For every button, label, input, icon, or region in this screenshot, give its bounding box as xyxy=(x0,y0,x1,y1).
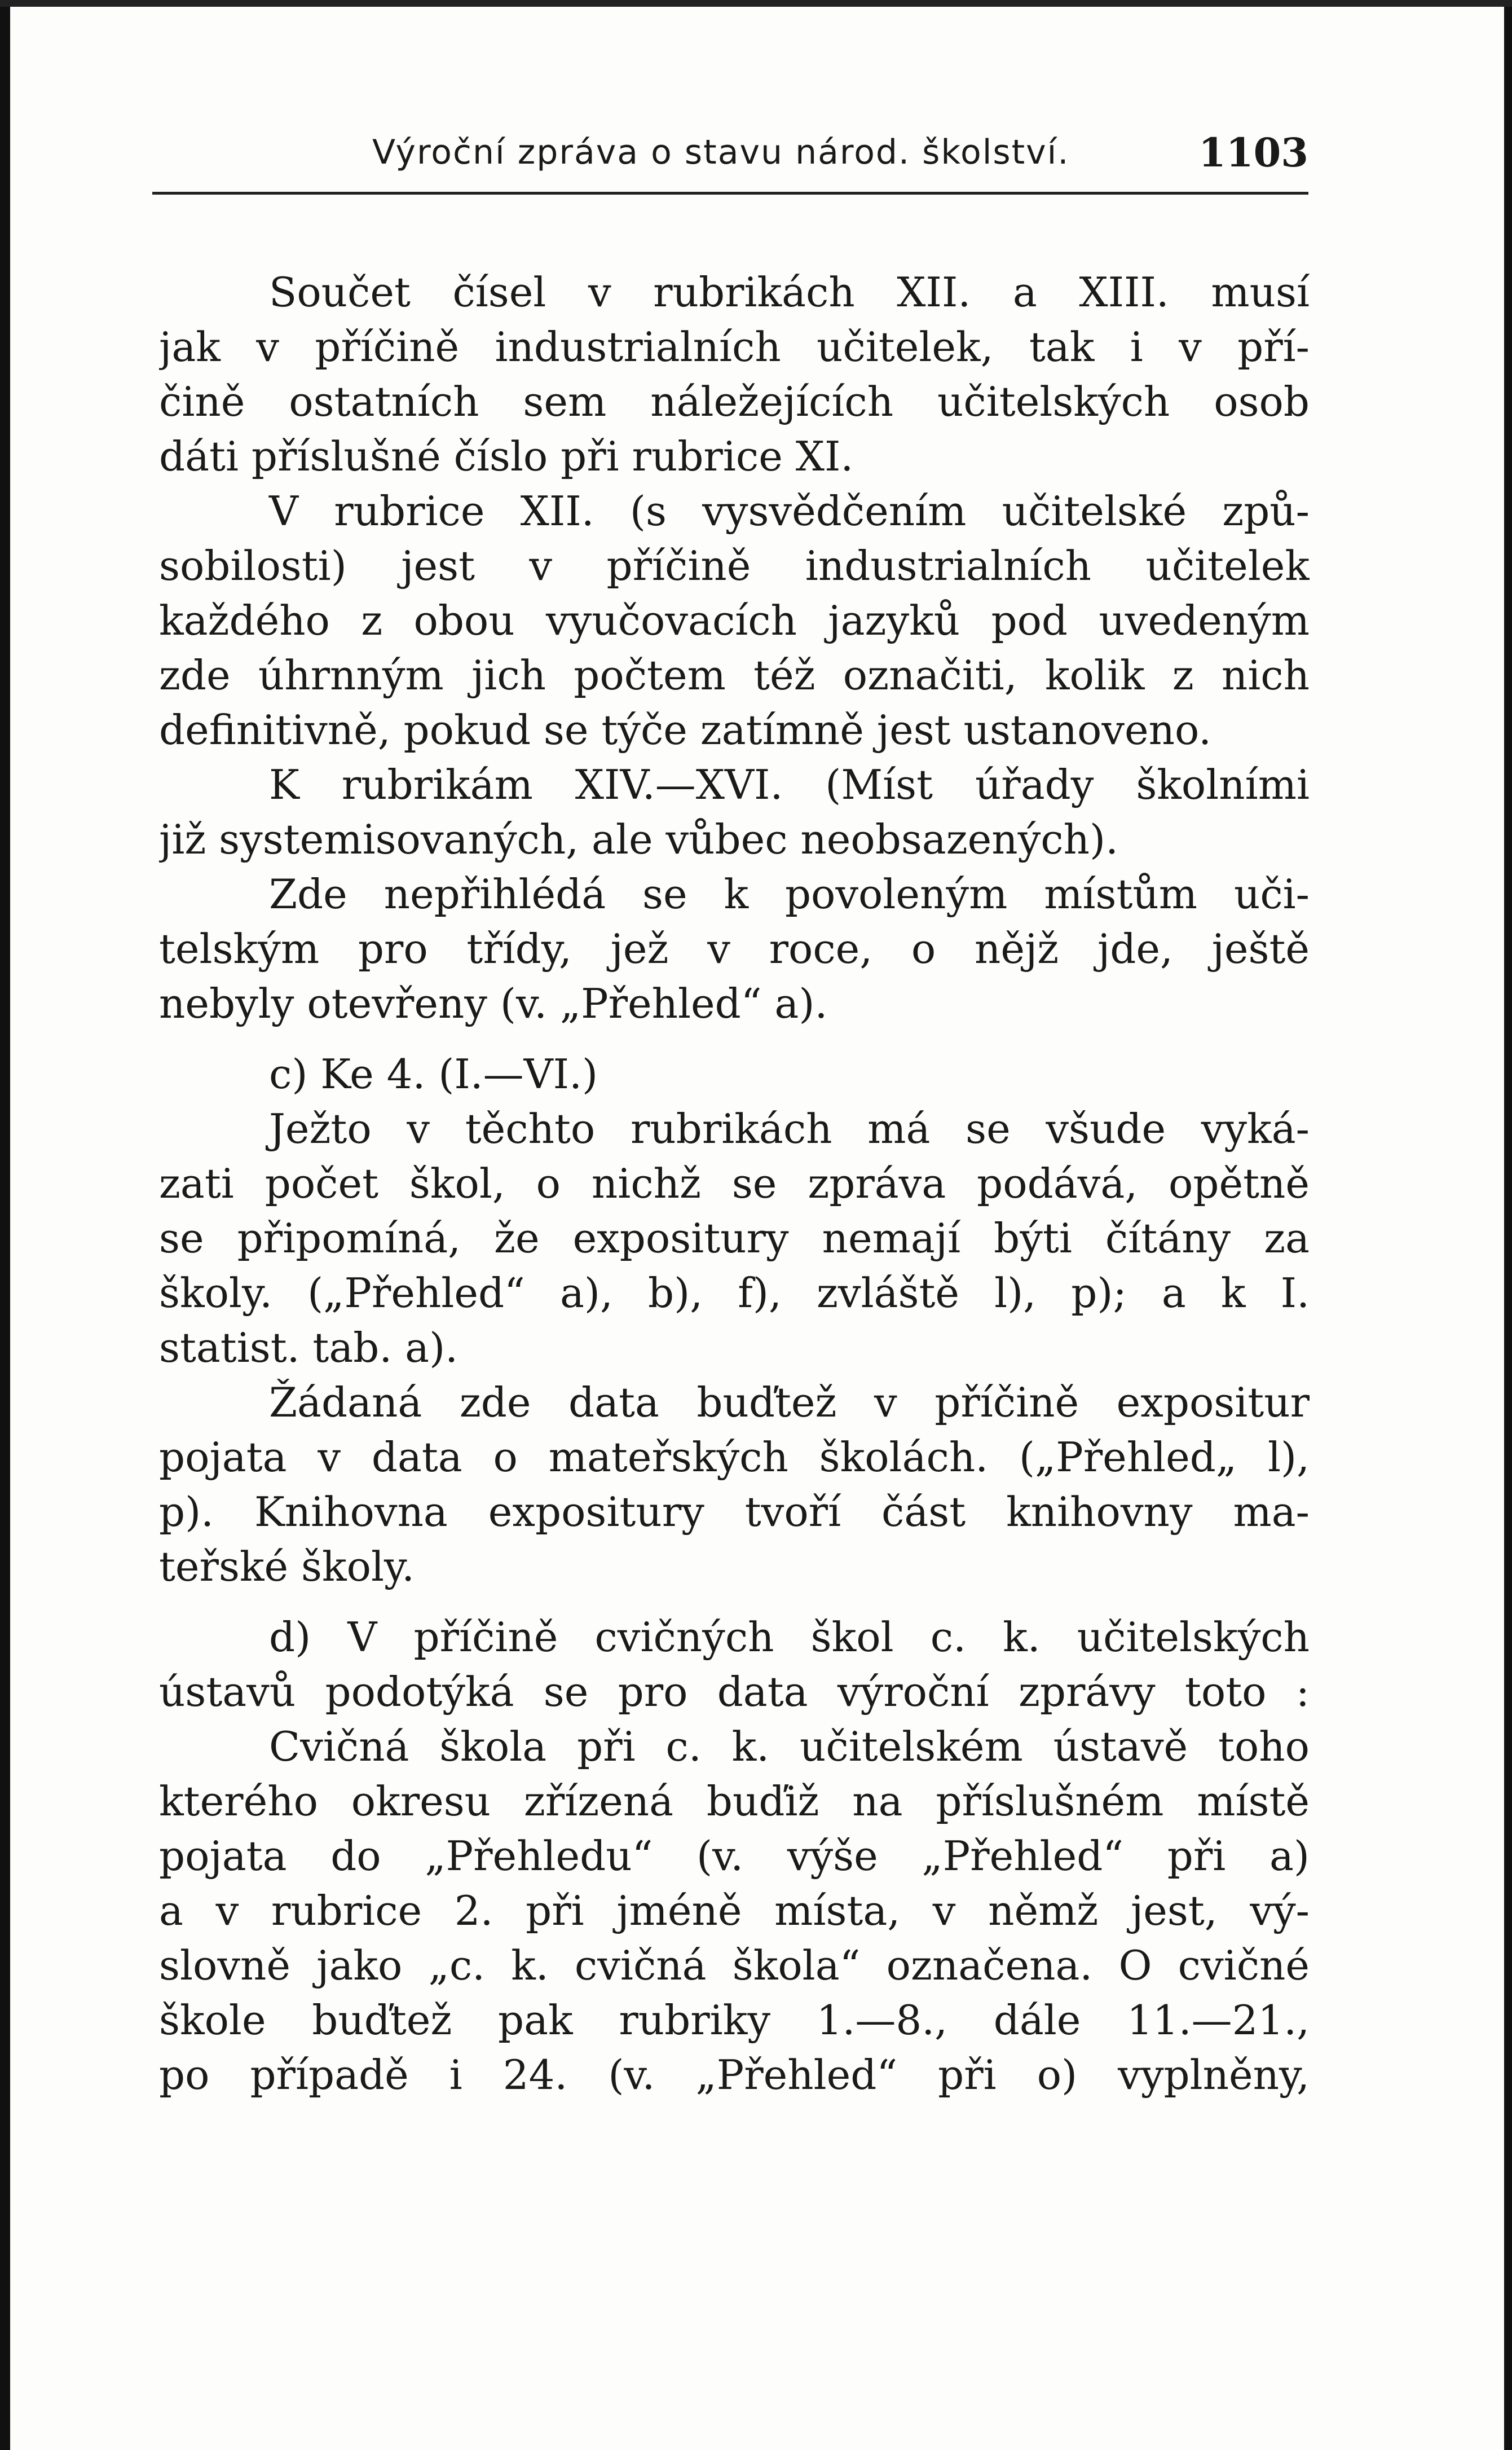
text-line: V rubrice XII. (s vysvědčením učitelské způ- xyxy=(269,487,1310,535)
text-line: slovně jako „c. k. cvičná škola“ označena. O cvičné xyxy=(159,1942,1310,1989)
scan-border-top xyxy=(0,0,1512,7)
page-number: 1103 xyxy=(1198,129,1308,176)
text-line: K rubrikám XIV.—XVI. (Míst úřady školními xyxy=(269,761,1310,808)
text-line: zati počet škol, o nichž se zpráva podává, opětně xyxy=(159,1160,1310,1207)
header-rule xyxy=(152,192,1308,195)
text-line: se připomíná, že expositury nemají býti čítány za xyxy=(159,1215,1310,1262)
text-line: školy. („Přehled“ a), b), f), zvláště l), p); a k I. xyxy=(159,1269,1310,1317)
text-line: Cvičná škola při c. k. učitelském ústavě toho xyxy=(269,1723,1310,1770)
text-line: škole buďtež pak rubriky 1.—8., dále 11.—21., xyxy=(159,1996,1310,2044)
running-title: Výroční zpráva o stavu národ. školství. xyxy=(372,133,1070,172)
text-line: Součet čísel v rubrikách XII. a XIII. musí xyxy=(269,269,1310,316)
text-line: Ježto v těchto rubrikách má se všude vyká- xyxy=(269,1105,1310,1153)
text-line: a v rubrice 2. při jméně místa, v němž jest, vý- xyxy=(159,1887,1310,1934)
text-line: definitivně, pokud se týče zatímně jest ustanoveno. xyxy=(159,706,1211,754)
page-header xyxy=(158,129,1308,195)
scan-border-left xyxy=(0,0,10,2450)
text-line: každého z obou vyučovacích jazyků pod uvedeným xyxy=(159,597,1310,644)
text-line: kterého okresu zřízená buďiž na příslušném místě xyxy=(159,1778,1310,1825)
text-line: c) Ke 4. (I.—VI.) xyxy=(269,1050,598,1098)
text-line: pojata v data o mateřských školách. („Přehled„ l), xyxy=(159,1433,1310,1481)
text-line: již systemisovaných, ale vůbec neobsazených). xyxy=(159,816,1118,863)
text-line: d) V příčině cvičných škol c. k. učitelských xyxy=(269,1613,1310,1661)
paragraph-gap xyxy=(159,1594,1310,1610)
text-line: dáti příslušné číslo při rubrice XI. xyxy=(159,433,854,480)
text-line: Zde nepřihlédá se k povoleným místům uči- xyxy=(269,870,1310,918)
text-line: sobilosti) jest v příčině industrialních učitelek xyxy=(159,542,1310,590)
text-line: nebyly otevřeny (v. „Přehled“ a). xyxy=(159,980,828,1027)
body-text xyxy=(159,265,1310,2102)
text-line: telským pro třídy, jež v roce, o nějž jde, ještě xyxy=(159,925,1310,973)
text-line: zde úhrnným jich počtem též označiti, kolik z nich xyxy=(159,652,1310,699)
scan-border-right xyxy=(1504,0,1512,2450)
text-line: p). Knihovna expositury tvoří část knihovny ma- xyxy=(159,1488,1310,1536)
text-line: Žádaná zde data buďtež v příčině expositur xyxy=(269,1379,1310,1426)
paragraph-gap xyxy=(159,1031,1310,1047)
text-line: ústavů podotýká se pro data výroční zprávy toto : xyxy=(159,1668,1310,1716)
text-line: jak v příčině industrialních učitelek, tak i v pří- xyxy=(159,323,1310,371)
text-line: po případě i 24. (v. „Přehled“ při o) vyplněny, xyxy=(159,2051,1310,2099)
text-line: teřské školy. xyxy=(159,1543,415,1590)
text-line: pojata do „Přehledu“ (v. výše „Přehled“ při a) xyxy=(159,1832,1310,1880)
text-line: statist. tab. a). xyxy=(159,1324,459,1371)
text-line: čině ostatních sem náležejících učitelských osob xyxy=(159,378,1310,425)
